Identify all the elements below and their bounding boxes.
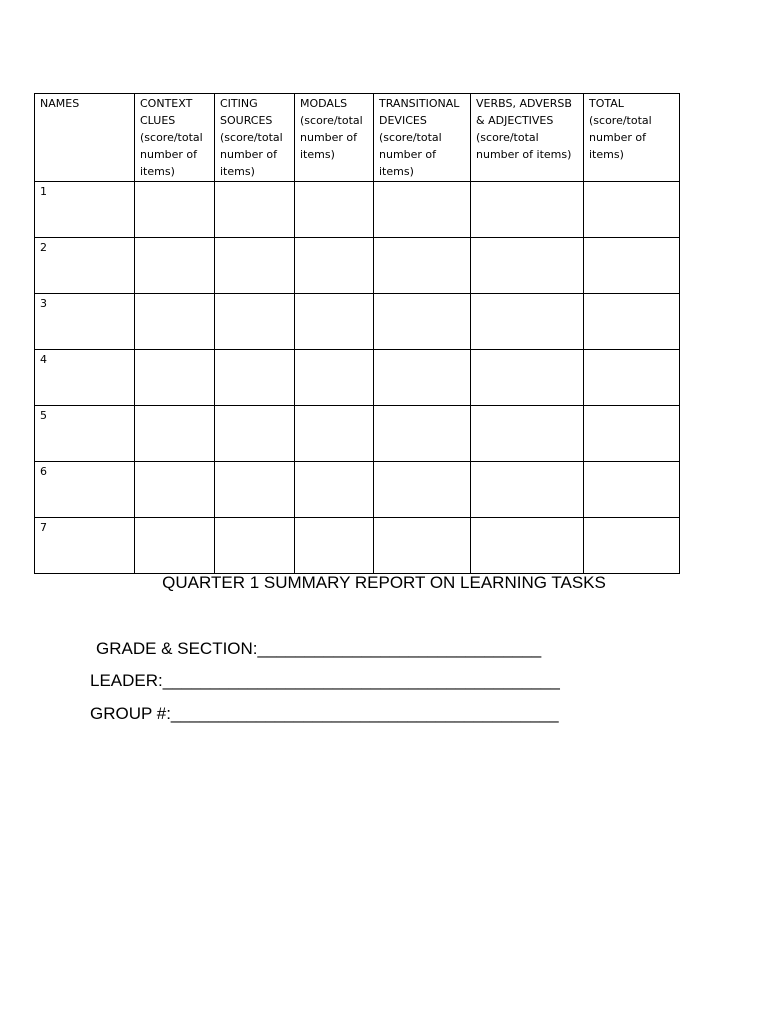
score-cell-context-clues[interactable] [135, 518, 215, 574]
table-row [35, 350, 680, 406]
score-cell-verbs-adverbs-adjectives[interactable] [471, 406, 584, 462]
score-cell-total[interactable] [584, 406, 680, 462]
score-cell-citing-sources[interactable] [215, 462, 295, 518]
score-cell-modals[interactable] [295, 518, 374, 574]
score-cell-transitional-devices[interactable] [374, 406, 471, 462]
score-cell-context-clues[interactable] [135, 350, 215, 406]
score-cell-transitional-devices[interactable] [374, 350, 471, 406]
score-cell-context-clues[interactable] [135, 238, 215, 294]
score-cell-modals[interactable] [295, 462, 374, 518]
score-cell-total[interactable] [584, 462, 680, 518]
table-row [35, 406, 680, 462]
score-cell-verbs-adverbs-adjectives[interactable] [471, 518, 584, 574]
score-cell-modals[interactable] [295, 238, 374, 294]
row-number: 7 [35, 518, 135, 574]
header-transitional-devices: TRANSITIONAL DEVICES (score/total number of items) [374, 94, 471, 182]
score-cell-verbs-adverbs-adjectives[interactable] [471, 462, 584, 518]
header-total: TOTAL (score/total number of items) [584, 94, 680, 182]
score-cell-citing-sources[interactable] [215, 406, 295, 462]
row-number: 3 [35, 294, 135, 350]
grade-section-field[interactable]: GRADE & SECTION:______________________________ [96, 639, 542, 658]
score-cell-modals[interactable] [295, 350, 374, 406]
score-cell-citing-sources[interactable] [215, 350, 295, 406]
table-row [35, 518, 680, 574]
row-number: 2 [35, 238, 135, 294]
header-citing-sources: CITING SOURCES (score/total number of items) [215, 94, 295, 182]
table-row [35, 462, 680, 518]
score-cell-total[interactable] [584, 182, 680, 238]
table-row [35, 182, 680, 238]
row-number: 5 [35, 406, 135, 462]
score-cell-citing-sources[interactable] [215, 294, 295, 350]
score-cell-verbs-adverbs-adjectives[interactable] [471, 294, 584, 350]
table-row [35, 294, 680, 350]
score-cell-total[interactable] [584, 238, 680, 294]
row-number: 1 [35, 182, 135, 238]
score-cell-total[interactable] [584, 518, 680, 574]
score-cell-verbs-adverbs-adjectives[interactable] [471, 182, 584, 238]
header-verbs-adverbs-adjectives: VERBS, ADVERSB & ADJECTIVES (score/total number of items) [471, 94, 584, 182]
score-cell-total[interactable] [584, 350, 680, 406]
score-cell-context-clues[interactable] [135, 294, 215, 350]
score-cell-modals[interactable] [295, 406, 374, 462]
score-cell-transitional-devices[interactable] [374, 294, 471, 350]
score-cell-context-clues[interactable] [135, 462, 215, 518]
header-row [35, 94, 680, 182]
score-cell-transitional-devices[interactable] [374, 182, 471, 238]
score-cell-verbs-adverbs-adjectives[interactable] [471, 350, 584, 406]
score-cell-transitional-devices[interactable] [374, 518, 471, 574]
score-cell-citing-sources[interactable] [215, 182, 295, 238]
score-cell-verbs-adverbs-adjectives[interactable] [471, 238, 584, 294]
row-number: 4 [35, 350, 135, 406]
score-cell-context-clues[interactable] [135, 182, 215, 238]
leader-field[interactable]: LEADER:__________________________________________ [90, 671, 560, 690]
score-cell-citing-sources[interactable] [215, 518, 295, 574]
header-context-clues: CONTEXT CLUES (score/total number of items) [135, 94, 215, 182]
group-number-field[interactable]: GROUP #:_________________________________________ [90, 704, 559, 723]
score-cell-context-clues[interactable] [135, 406, 215, 462]
score-cell-citing-sources[interactable] [215, 238, 295, 294]
score-cell-transitional-devices[interactable] [374, 462, 471, 518]
report-title: QUARTER 1 SUMMARY REPORT ON LEARNING TASKS [162, 573, 606, 592]
row-number: 6 [35, 462, 135, 518]
score-cell-modals[interactable] [295, 294, 374, 350]
table-row [35, 238, 680, 294]
score-cell-total[interactable] [584, 294, 680, 350]
score-cell-modals[interactable] [295, 182, 374, 238]
score-cell-transitional-devices[interactable] [374, 238, 471, 294]
learning-tasks-score-table [34, 93, 680, 574]
header-modals: MODALS (score/total number of items) [295, 94, 374, 182]
header-names: NAMES [35, 94, 135, 182]
